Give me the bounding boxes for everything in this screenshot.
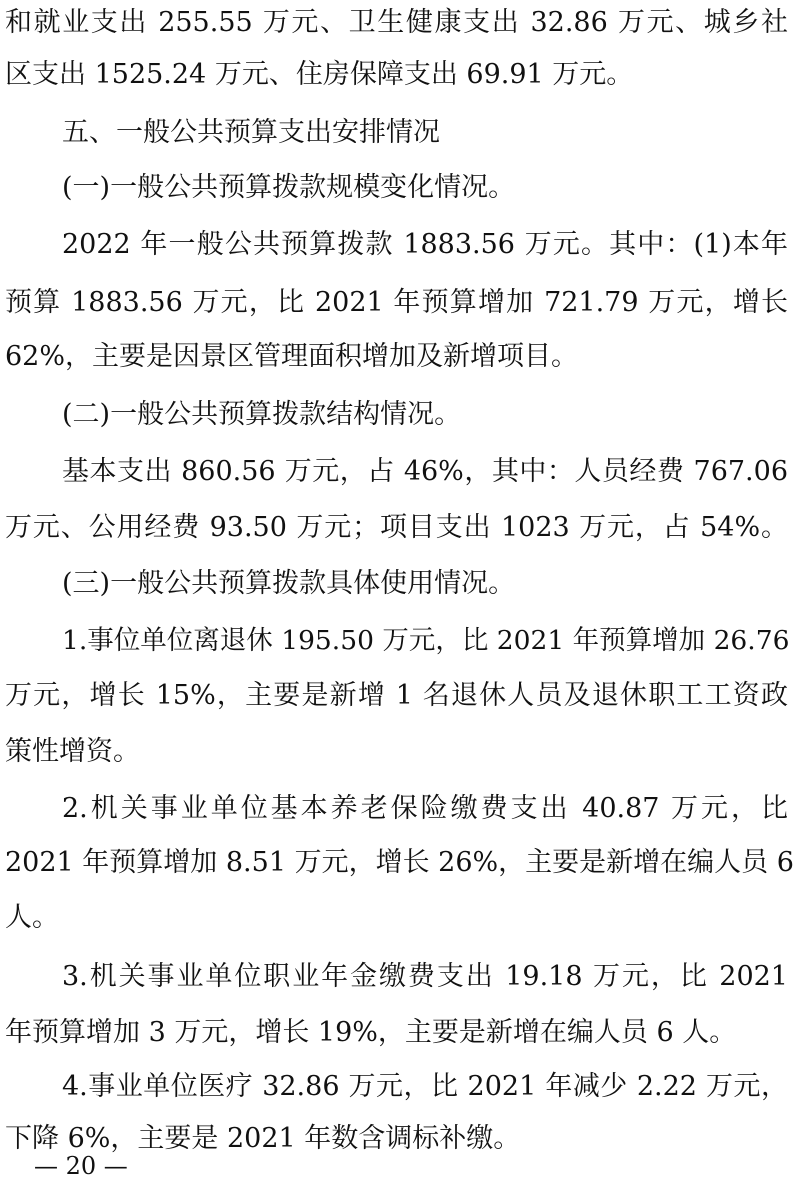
paragraph-line-2: 区支出 1525.24 万元、住房保障支出 69.91 万元。 — [5, 59, 634, 90]
paragraph-line-9: 基本支出 860.56 万元，占 46%，其中：人员经费 767.06 — [62, 456, 788, 487]
subsection-heading-3: (三)一般公共预算拨款具体使用情况。 — [62, 568, 516, 599]
paragraph-line-12: 1.事位单位离退休 195.50 万元，比 2021 年预算增加 26.76 — [62, 625, 790, 656]
paragraph-line-1: 和就业支出 255.55 万元、卫生健康支出 32.86 万元、城乡社 — [5, 7, 788, 38]
paragraph-line-10: 万元、公用经费 93.50 万元；项目支出 1023 万元，占 54%。 — [5, 512, 788, 543]
paragraph-line-6: 预算 1883.56 万元，比 2021 年预算增加 721.79 万元，增长 — [5, 287, 788, 318]
paragraph-line-21: 下降 6%，主要是 2021 年数含调标补缴。 — [5, 1123, 521, 1154]
paragraph-line-14: 策性增资。 — [5, 736, 140, 767]
paragraph-line-7: 62%，主要是因景区管理面积增加及新增项目。 — [5, 341, 579, 372]
paragraph-line-17: 人。 — [5, 902, 59, 933]
subsection-heading-2: (二)一般公共预算拨款结构情况。 — [62, 399, 462, 430]
section-heading: 五、一般公共预算支出安排情况 — [62, 117, 440, 148]
paragraph-line-19: 年预算增加 3 万元，增长 19%，主要是新增在编人员 6 人。 — [5, 1017, 737, 1048]
paragraph-line-13: 万元，增长 15%，主要是新增 1 名退休人员及退休职工工资政 — [5, 680, 788, 711]
paragraph-line-18: 3.机关事业单位职业年金缴费支出 19.18 万元，比 2021 — [62, 961, 788, 992]
page-number: — 20 — — [34, 1152, 128, 1180]
paragraph-line-20: 4.事业单位医疗 32.86 万元，比 2021 年减少 2.22 万元， — [62, 1071, 788, 1102]
paragraph-line-15: 2.机关事业单位基本养老保险缴费支出 40.87 万元，比 — [62, 793, 788, 824]
paragraph-line-5: 2022 年一般公共预算拨款 1883.56 万元。其中：(1)本年 — [62, 229, 788, 260]
paragraph-line-16: 2021 年预算增加 8.51 万元，增长 26%，主要是新增在编人员 6 — [5, 847, 794, 878]
subsection-heading-1: (一)一般公共预算拨款规模变化情况。 — [62, 172, 516, 203]
